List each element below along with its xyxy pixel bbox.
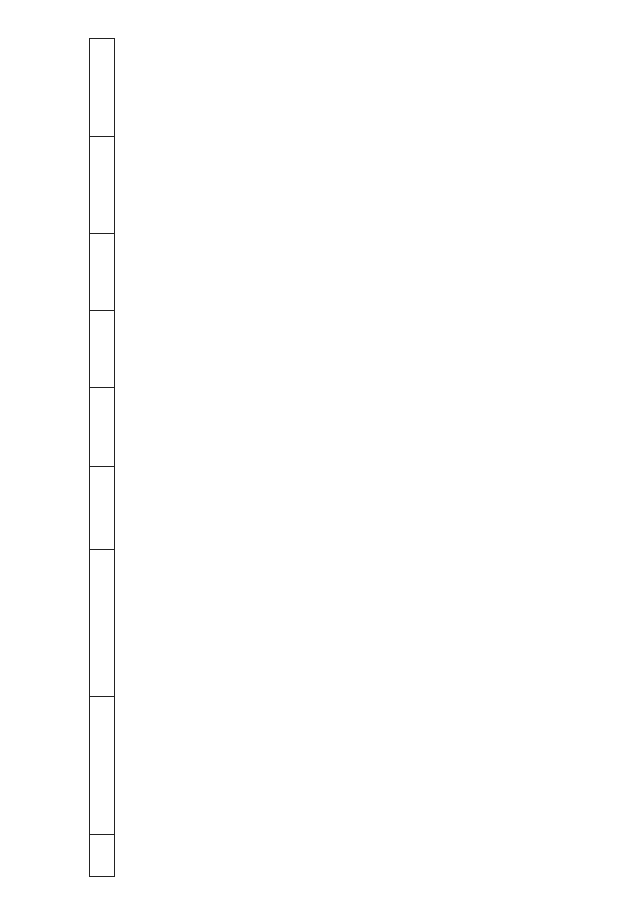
rotated-table-container bbox=[89, 39, 561, 877]
column-header bbox=[90, 550, 115, 697]
column-header bbox=[90, 311, 115, 388]
column-header bbox=[90, 234, 115, 311]
column-header bbox=[90, 467, 115, 550]
column-header bbox=[90, 388, 115, 467]
column-header bbox=[90, 697, 115, 835]
column-header bbox=[90, 39, 115, 137]
column-header bbox=[90, 835, 115, 877]
column-header bbox=[90, 137, 115, 234]
header-row bbox=[90, 39, 115, 877]
budget-table bbox=[89, 38, 561, 877]
